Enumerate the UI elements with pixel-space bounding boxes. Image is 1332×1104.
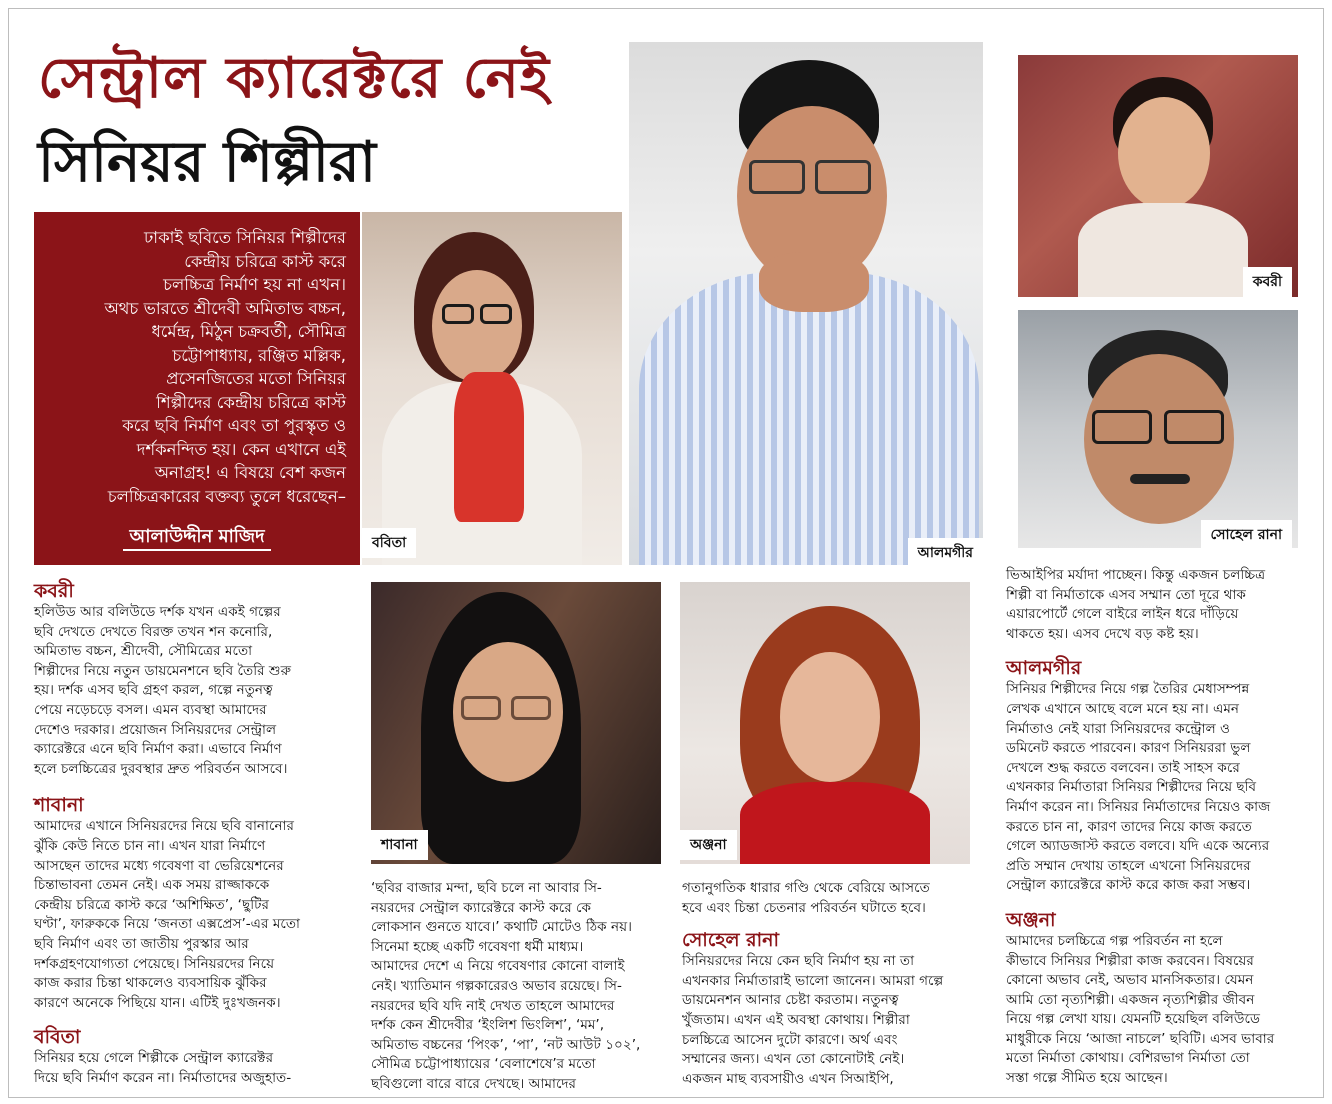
- caption-bobita: ববিতা: [362, 528, 416, 558]
- section-text-anjana-continued: গতানুগতিক ধারার গণ্ডি থেকে বেরিয়ে আসতে হবে এবং চিন্তা চেতনার পরিবর্তন ঘটাতে হবে।: [682, 880, 930, 916]
- section-heading-sohel-rana: সোহেল রানা: [682, 929, 779, 952]
- section-text-bobita: সিনিয়র হয়ে গেলে শিল্পীকে সেন্ট্রাল ক্যারেক্টর দিয়ে ছবি নির্মাণ করেন না। নির্মাতাদের অজুহাত-: [34, 1050, 292, 1086]
- column-3: [682, 879, 982, 1089]
- headline-line-1: সেন্ট্রাল ক্যারেক্টরে নেই: [38, 46, 551, 111]
- column-1: [34, 579, 364, 1088]
- photo-alamgir: [629, 42, 983, 565]
- column-4: [1006, 566, 1318, 1089]
- column-2: [371, 879, 671, 1095]
- caption-kobori: কবরী: [1243, 267, 1292, 297]
- photo-anjana: [680, 582, 970, 864]
- caption-alamgir: আলমগীর: [908, 538, 983, 565]
- photo-sohel-rana: [1018, 310, 1298, 548]
- section-heading-kobori: কবরী: [34, 580, 74, 602]
- section-heading-shabana: শাবানা: [34, 794, 84, 817]
- section-heading-anjana: অঞ্জনা: [1006, 908, 1056, 931]
- section-text-bobita-continued: ‘ছবির বাজার মন্দা, ছবি চলে না আবার সি- নয়রদের সেন্ট্রাল ক্যারেক্টরে কাস্ট করে কে লোকসান গুনতে যাবে।’ কথাটি মোটেও ঠিক নয়। সিনেমা হচ্ছে একটি গবেষণা ধর্মী মাধ্যম। আমাদের দেশে এ নিয়ে গবেষণার কোনো বালাই নেই। খ্যাতিমান গল্পকারেরও অভাব রয়েছে। সি- নয়রদের ছবি যদি নাই দেখত তাহলে আমাদের দর্শক কেন শ্রীদেবীর ‘ইংলিশ ভিংলিশ’, ‘মম’, অমিতাভ বচ্চনের ‘পিংক’, ‘পা’, ‘নট আউট ১০২’, সৌমিত্র চট্টোপাধ্যায়ের ‘বেলাশেষে’র মতো ছবিগুলো বারে বারে দেখছে। আমাদের: [371, 880, 641, 1092]
- headline-line-2: সিনিয়র শিল্পীরা: [38, 130, 376, 195]
- photo-shabana: [371, 582, 661, 864]
- caption-shabana: শাবানা: [371, 830, 428, 860]
- section-heading-bobita: ববিতা: [34, 1026, 81, 1049]
- section-text-sohel-rana: সিনিয়রদের নিয়ে কেন ছবি নির্মাণ হয় না তা এখনকার নির্মাতারাই ভালো জানেন। আমরা গল্পে ডায়মেনশন আনার চেষ্টা করতাম। নতুনত্ব খুঁজতাম। এখন এই অবস্থা কোথায়। শিল্পীরা চলচ্চিত্রে আসেন দুটো কারণে। অর্থ এবং সম্মানের জন্য। এখন তো কোনোটাই নেই। একজন মাছ ব্যবসায়ীও এখন সিআইপি,: [682, 953, 944, 1087]
- section-text-alamgir: সিনিয়র শিল্পীদের নিয়ে গল্প তৈরির মেধাসম্পন্ন লেখক এখানে আছে বলে মনে হয় না। এমন নির্মাতাও নেই যারা সিনিয়রদের কন্ট্রোল ও ডমিনেট করতে পারবেন। কারণ সিনিয়ররা ভুল দেখলে শুদ্ধ করতে বলবেন। তাই সাহস করে এখনকার নির্মাতারা সিনিয়র শিল্পীদের নিয়ে ছবি নির্মাণ করেন না। সিনিয়র নির্মাতাদের নিয়েও কাজ করতে চান না, কারণ তাদের নিয়ে কাজ করতে গেলে অ্যাডজাস্ট করতে বলবে। যদি একে অন্যের প্রতি সম্মান দেখায় তাহলে এখনো সিনিয়রদের সেন্ট্রাল ক্যারেক্টরে কাস্ট করে কাজ করা সম্ভব।: [1006, 681, 1271, 894]
- author-name: আলাউদ্দীন মাজিদ: [123, 526, 270, 551]
- section-text-sohel-rana-continued: ভিআইপির মর্যাদা পাচ্ছেন। কিন্তু একজন চলচ্চিত্র শিল্পী বা নির্মাতাকে এসব সম্মান তো দূরে থাক এয়ারপোর্টে গেলে বাইরে লাইন ধরে দাঁড়িয়ে থাকতে হয়। এসব দেখে বড় কষ্ট হয়।: [1006, 567, 1266, 642]
- intro-box: [34, 212, 360, 565]
- caption-sohel-rana: সোহেল রানা: [1201, 520, 1292, 548]
- intro-text: ঢাকাই ছবিতে সিনিয়র শিল্পীদের কেন্দ্রীয় চরিত্রে কাস্ট করে চলচ্চিত্র নির্মাণ হয় না এখন। অথচ ভারতে শ্রীদেবী অমিতাভ বচ্চন, ধর্মেন্দ্র, মিঠুন চক্রবর্তী, সৌমিত্র চট্টোপাধ্যায়, রঞ্জিত মল্লিক, প্রসেনজিতের মতো সিনিয়র শিল্পীদের কেন্দ্রীয় চরিত্রে কাস্ট করে ছবি নির্মাণ এবং তা পুরস্কৃত ও দর্শকনন্দিত হয়। কেন এখানে এই অনাগ্রহ! এ বিষয়ে বেশ কজন চলচ্চিত্রকারের বক্তব্য তুলে ধরেছেন–: [104, 228, 346, 506]
- photo-kobori: [1018, 55, 1298, 297]
- photo-bobita: [362, 212, 622, 565]
- section-text-kobori: হলিউড আর বলিউডে দর্শক যখন একই গল্পের ছবি দেখতে দেখতে বিরক্ত তখন শন কনোরি, অমিতাভ বচ্চন, শ্রীদেবী, সৌমিত্রের মতো শিল্পীদের নিয়ে নতুন ডায়মেনশনে ছবি তৈরি শুরু হয়। দর্শক এসব ছবি গ্রহণ করল, গল্পে নতুনত্ব পেয়ে নড়েচড়ে বসল। এমন ব্যবস্থা আমাদের দেশেও দরকার। প্রয়োজন সিনিয়রদের সেন্ট্রাল ক্যারেক্টরে এনে ছবি নির্মাণ করা। এভাবে নির্মাণ হলে চলচ্চিত্রের দুরবস্থার দ্রুত পরিবর্তন আসবে।: [34, 604, 292, 777]
- section-text-shabana: আমাদের এখানে সিনিয়রদের নিয়ে ছবি বানানোর ঝুঁকি কেউ নিতে চান না। এখন যারা নির্মাণে আসছেন তাদের মধ্যে গবেষণা বা ভেরিয়েশনের চিন্তাভাবনা তেমন নেই। এক সময় রাজ্জাককে কেন্দ্রীয় চরিত্রে কাস্ট করে ‘অশিক্ষিত’, ‘ছুটির ঘণ্টা’, ফারুককে নিয়ে ‘জনতা এক্সপ্রেস’-এর মতো ছবি নির্মাণ এবং তা জাতীয় পুরস্কার আর দর্শকগ্রহণযোগ্যতা পেয়েছে। সিনিয়রদের নিয়ে কাজ করার চিন্তা থাকলেও ব্যবসায়িক ঝুঁকির কারণে অনেকে পিছিয়ে যান। এটিই দুঃখজনক।: [34, 818, 300, 1011]
- caption-anjana: অঞ্জনা: [680, 830, 737, 860]
- section-text-anjana: আমাদের চলচ্চিত্রে গল্প পরিবর্তন না হলে কীভাবে সিনিয়র শিল্পীরা কাজ করবেন। বিষয়ের কোনো অভাব নেই, অভাব মানসিকতার। যেমন আমি তো নৃত্যশিল্পী। একজন নৃত্যশিল্পীর জীবন নিয়ে গল্প লেখা যায়। যেমনটি হয়েছিল বলিউডে মাধুরীকে নিয়ে ‘আজা নাচলে’ ছবিটি। এসব ভাবার মতো নির্মাতা কোথায়। বেশিরভাগ নির্মাতা তো সস্তা গল্পে সীমিত হয়ে আছেন।: [1006, 932, 1275, 1087]
- section-heading-alamgir: আলমগীর: [1006, 657, 1082, 680]
- author-byline: [34, 522, 360, 553]
